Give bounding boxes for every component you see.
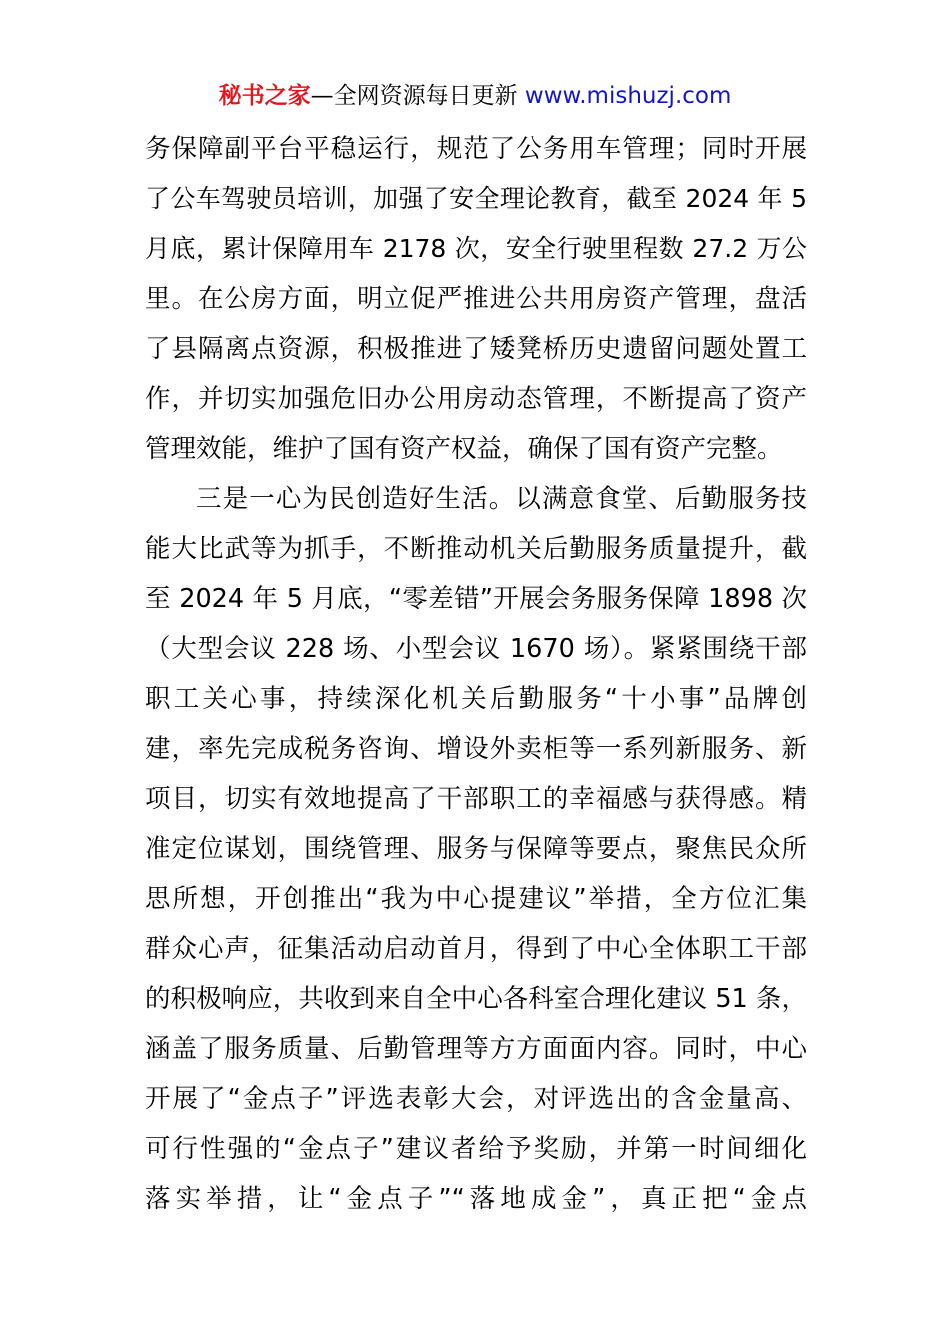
text-line: 了县隔离点资源，积极推进了矮凳桥历史遗留问题处置工 (145, 334, 807, 364)
text-line: 可行性强的“金点子”建议者给予奖励，并第一时间细化 (145, 1134, 807, 1164)
text-line: 思所想，开创推出“我为中心提建议”举措，全方位汇集 (145, 884, 807, 914)
paragraph-assets (145, 124, 807, 474)
text-line: 开展了“金点子”评选表彰大会，对评选出的含金量高、 (145, 1084, 807, 1114)
text-line: 作，并切实加强危旧办公用房动态管理，不断提高了资产 (145, 384, 807, 414)
website-link[interactable]: www.mishuzj.com (524, 83, 732, 109)
text-line: 项目，切实有效地提高了干部职工的幸福感与获得感。精 (145, 784, 807, 814)
text-line: 月底，累计保障用车 2178 次，安全行驶里程数 27.2 万公 (145, 234, 807, 263)
text-line: 能大比武等为抓手，不断推动机关后勤服务质量提升，截 (145, 534, 807, 564)
text-line: 群众心声，征集活动启动首月，得到了中心全体职工干部 (145, 934, 807, 964)
document-body (145, 124, 807, 1224)
text-line: 落实举措，让“金点子”“落地成金”，真正把“金点 (145, 1184, 807, 1214)
text-line: 三是一心为民创造好生活。以满意食堂、后勤服务技 (196, 484, 807, 514)
text-line: （大型会议 228 场、小型会议 1670 场）。紧紧围绕干部 (145, 634, 807, 664)
header-tagline: —全网资源每日更新 (310, 83, 525, 109)
text-line: 至 2024 年 5 月底，“零差错”开展会务服务保障 1898 次 (145, 584, 807, 614)
text-line: 准定位谋划，围绕管理、服务与保障等要点，聚焦民众所 (145, 834, 807, 864)
text-line: 职工关心事，持续深化机关后勤服务“十小事”品牌创 (145, 684, 807, 714)
text-line: 涵盖了服务质量、后勤管理等方方面面内容。同时，中心 (145, 1034, 807, 1064)
text-line: 建，率先完成税务咨询、增设外卖柜等一系列新服务、新 (145, 734, 807, 764)
text-line: 里。在公房方面，明立促严推进公共用房资产管理，盘活 (145, 284, 807, 314)
paragraph-service (145, 474, 807, 1224)
brand-name: 秘书之家 (218, 83, 311, 109)
text-line: 管理效能，维护了国有资产权益，确保了国有资产完整。 (145, 434, 783, 464)
page-header (0, 80, 950, 112)
text-line: 的积极响应，共收到来自全中心各科室合理化建议 51 条， (145, 984, 807, 1014)
text-line: 务保障副平台平稳运行，规范了公务用车管理；同时开展 (145, 134, 807, 164)
text-line: 了公车驾驶员培训，加强了安全理论教育，截至 2024 年 5 (145, 184, 807, 213)
